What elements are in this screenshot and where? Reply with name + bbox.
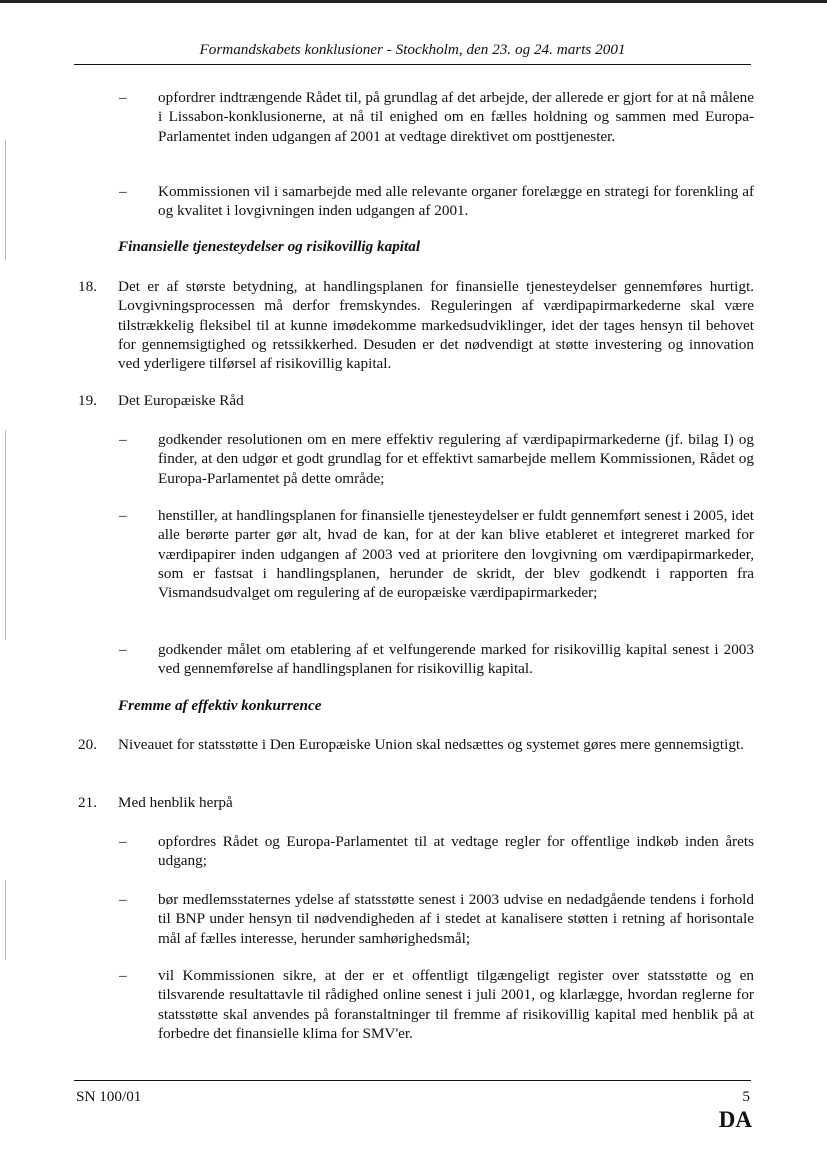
section-heading-competition: Fremme af effektiv konkurrence: [118, 697, 322, 714]
top-scan-edge: [0, 0, 827, 3]
page-number: 5: [742, 1088, 750, 1105]
list-item: henstiller, at handlingsplanen for finansielle tjenesteydelser er fuldt gennemført senest i 2005, idet alle berørte parter gør alt, hvad de kan, for at der kan blive etableret et integreret marked for værdipapirer inden udgangen af 2003 ved at prioritere den lovgivning om værdipapirmarkeder, som er fastsat i handlingsplanen, herunder de skridt, der blev godkendt i rapporten fra Vismandsudvalget om regulering af de europæiske værdipapirmarkeder;: [158, 507, 754, 602]
header-rule: [74, 64, 751, 65]
bullet-dash: –: [119, 891, 127, 908]
footer-rule: [74, 1080, 751, 1081]
bullet-dash: –: [119, 89, 127, 106]
list-item: godkender resolutionen om en mere effektiv regulering af værdipapirmarkederne (jf. bilag I) og finder, at den udgør et godt grundlag for et effektivt samarbejde mellem Kommissionen, Rådet og Europa-Parlamentet på dette område;: [158, 431, 754, 487]
running-header: Formandskabets konklusioner - Stockholm, den 23. og 24. marts 2001: [199, 41, 626, 58]
paragraph-number: 19.: [78, 392, 97, 409]
scan-margin-mark: [5, 430, 6, 640]
list-item: bør medlemsstaternes ydelse af statsstøtte senest i 2003 udvise en nedadgående tendens i forhold til BNP under hensyn til nødvendigheden af i stedet at kanalisere støtten i retning af horisontale mål af fælles interesse, herunder samhørighedsmål;: [158, 891, 754, 947]
list-item: vil Kommissionen sikre, at der er et offentligt tilgængeligt register over statsstøtte og en tilsvarende resultattavle til rådighed online senest i juli 2001, og klarlægge, hvordan reglerne for statsstøtte skal anvendes på foranstaltninger til fremme af risikovillig kapital med henblik på at forbedre det finansielle klima for SMV'er.: [158, 967, 754, 1042]
bullet-dash: –: [119, 431, 127, 448]
bullet-dash: –: [119, 183, 127, 200]
list-item: opfordres Rådet og Europa-Parlamentet til at vedtage regler for offentlige indkøb inden årets udgang;: [158, 833, 754, 870]
paragraph-number: 18.: [78, 278, 97, 295]
scan-margin-mark: [5, 140, 6, 260]
language-code: DA: [718, 1107, 752, 1132]
bullet-dash: –: [119, 641, 127, 658]
list-item: Kommissionen vil i samarbejde med alle relevante organer forelægge en strategi for forenkling af og kvalitet i lovgivningen inden udgangen af 2001.: [158, 183, 754, 220]
paragraph-20: Niveauet for statsstøtte i Den Europæiske Union skal nedsættes og systemet gøres mere gennemsigtigt.: [118, 736, 744, 753]
document-code: SN 100/01: [76, 1088, 142, 1105]
section-heading-finance: Finansielle tjenesteydelser og risikovillig kapital: [118, 238, 421, 255]
bullet-dash: –: [119, 507, 127, 524]
bullet-dash: –: [119, 833, 127, 850]
paragraph-number: 20.: [78, 736, 97, 753]
bullet-dash: –: [119, 967, 127, 984]
paragraph-number: 21.: [78, 794, 97, 811]
list-item: opfordrer indtrængende Rådet til, på grundlag af det arbejde, der allerede er gjort for at nå målene i Lissabon-konklusionerne, at nå til enighed om en fælles holdning og sammen med Europa-Parlamentet inden udgangen af 2001 at vedtage direktivet om posttjenester.: [158, 89, 754, 145]
paragraph-19: Det Europæiske Råd: [118, 392, 244, 409]
list-item: godkender målet om etablering af et velfungerende marked for risikovillig kapital senest i 2003 ved gennemførelse af handlingsplanen for risikovillig kapital.: [158, 641, 754, 678]
paragraph-21: Med henblik herpå: [118, 794, 233, 811]
paragraph-18: Det er af største betydning, at handlingsplanen for finansielle tjenesteydelser gennemføres hurtigt. Lovgivningsprocessen må derfor fremskyndes. Reguleringen af værdipapirmarkederne skal være tilstrækkelig fleksibel til at kunne imødekomme markedsudviklinger, idet der tages hensyn til behovet for gennemsigtighed og retssikkerhed. Desuden er det nødvendigt at støtte investering og innovation ved yderligere tilførsel af risikovillig kapital.: [118, 278, 754, 373]
scan-margin-mark: [5, 880, 6, 960]
